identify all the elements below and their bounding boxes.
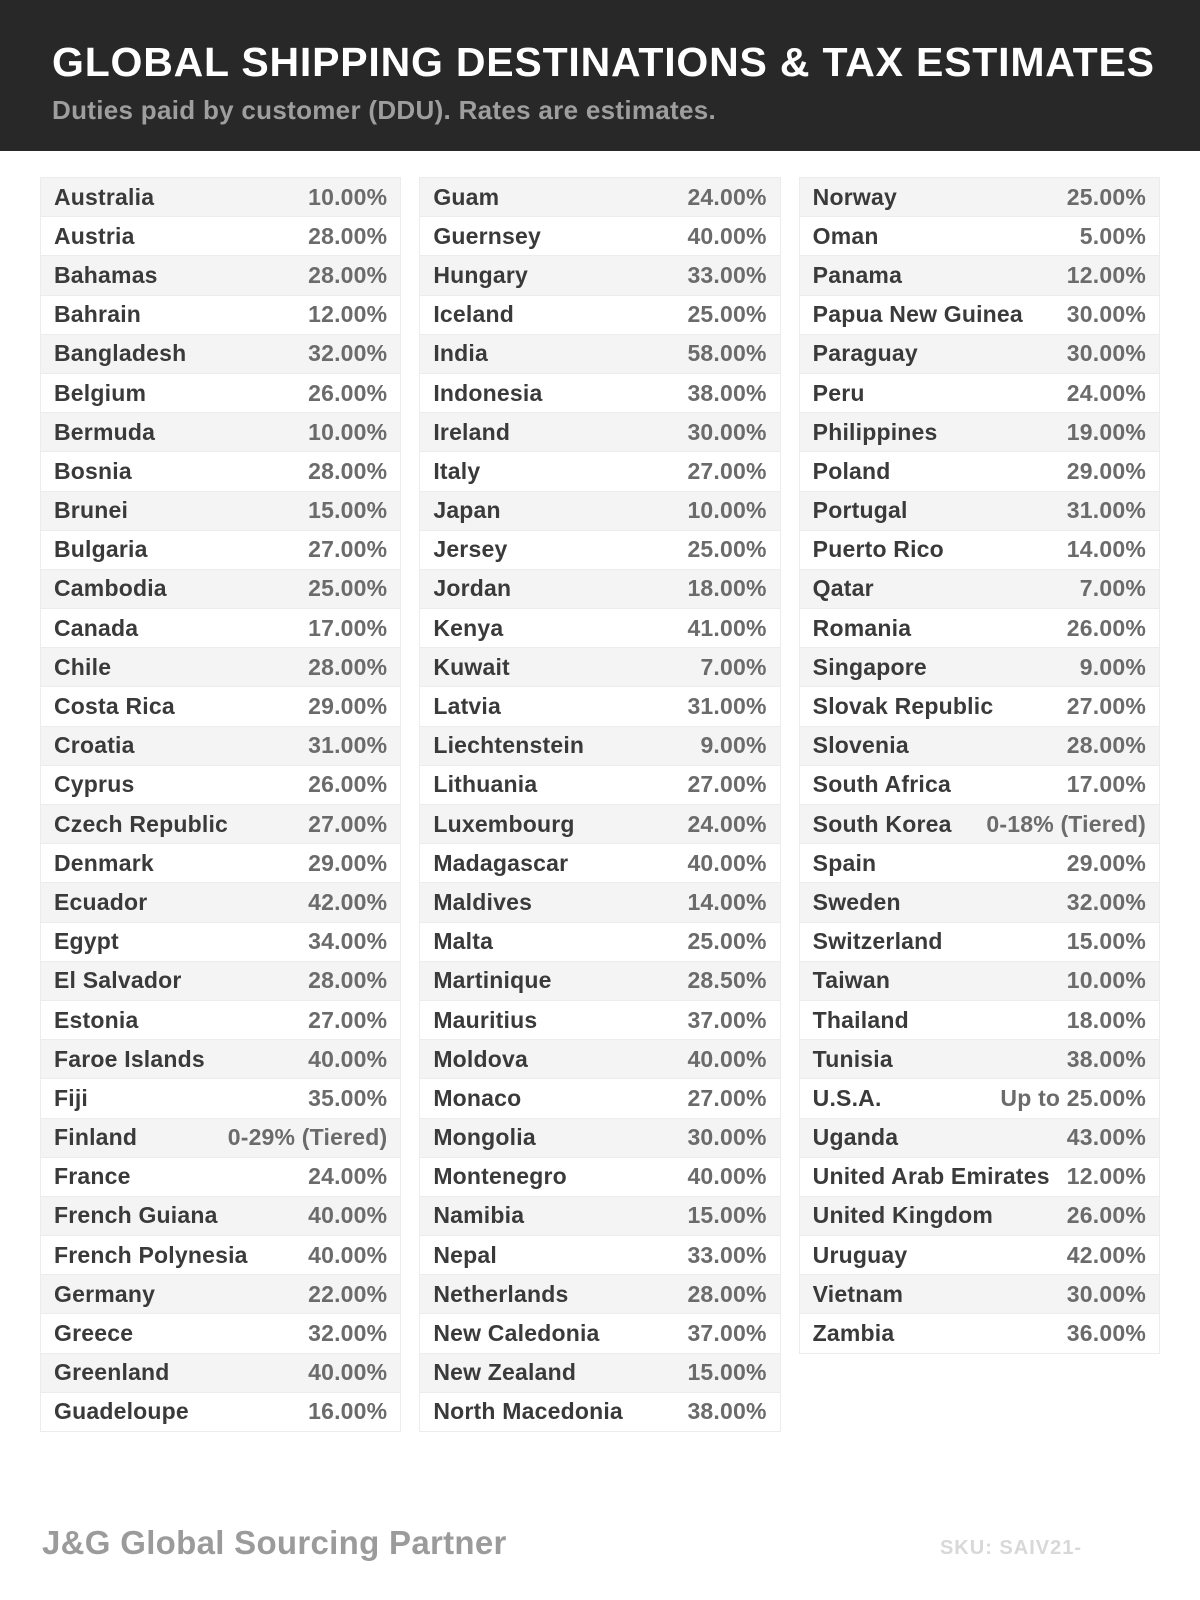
tax-rate: 41.00% [687, 614, 767, 641]
tax-rate: 24.00% [1066, 379, 1146, 406]
country-name: Bahrain [54, 301, 142, 328]
country-name: Malta [433, 928, 494, 955]
tax-rate: 40.00% [308, 1045, 388, 1072]
tax-rate: 37.00% [687, 1320, 767, 1347]
country-name: Oman [812, 222, 879, 249]
tax-rate: 31.00% [308, 732, 388, 759]
tax-rate: 30.00% [1066, 340, 1146, 367]
country-name: Kuwait [433, 653, 510, 680]
table-row [41, 687, 400, 726]
country-name: Thailand [812, 1006, 909, 1033]
country-name: Sweden [812, 888, 901, 915]
table-row [800, 492, 1159, 531]
table-row [420, 296, 779, 335]
table-row [420, 648, 779, 687]
tax-rate: 27.00% [687, 1084, 767, 1111]
country-name: Australia [54, 183, 155, 210]
country-name: Mongolia [433, 1124, 536, 1151]
country-name: Panama [812, 261, 903, 288]
country-name: Denmark [54, 849, 154, 876]
country-name: France [54, 1163, 131, 1190]
table-row [41, 1354, 400, 1393]
country-name: Estonia [54, 1006, 139, 1033]
tax-rate: 34.00% [308, 928, 388, 955]
table-row [420, 1158, 779, 1197]
table-row [420, 1001, 779, 1040]
table-row [800, 1158, 1159, 1197]
country-name: French Polynesia [54, 1241, 248, 1268]
tax-rate: 17.00% [308, 614, 388, 641]
table-row [420, 805, 779, 844]
table-row [41, 217, 400, 256]
country-name: Martinique [433, 967, 552, 994]
tax-rate: 0-18% (Tiered) [986, 810, 1146, 837]
tax-rate: 19.00% [1066, 418, 1146, 445]
country-name: Papua New Guinea [812, 301, 1023, 328]
country-name: Greece [54, 1320, 134, 1347]
tax-rate: 40.00% [687, 1045, 767, 1072]
tax-rate: 10.00% [1066, 967, 1146, 994]
tax-rate: 24.00% [687, 810, 767, 837]
country-name: Germany [54, 1280, 156, 1307]
tax-rate: 15.00% [308, 497, 388, 524]
tax-rate: 30.00% [1066, 1280, 1146, 1307]
tax-rate: 9.00% [1079, 653, 1146, 680]
tax-rate: 24.00% [687, 183, 767, 210]
country-name: Brunei [54, 497, 129, 524]
tax-rate: 26.00% [308, 771, 388, 798]
tax-rate: 17.00% [1066, 771, 1146, 798]
brand-name: J&G Global Sourcing Partner [42, 1524, 507, 1561]
table-row [41, 1314, 400, 1353]
country-name: Moldova [433, 1045, 529, 1072]
country-name: South Korea [812, 810, 952, 837]
table-row [800, 727, 1159, 766]
table-row [800, 1079, 1159, 1118]
tax-rate: 35.00% [308, 1084, 388, 1111]
country-name: Ecuador [54, 888, 148, 915]
tax-rate: 25.00% [308, 575, 388, 602]
table-row [800, 1119, 1159, 1158]
country-name: Portugal [812, 497, 908, 524]
tax-rate: 43.00% [1066, 1124, 1146, 1151]
country-name: Bulgaria [54, 536, 148, 563]
tax-rate: 10.00% [308, 418, 388, 445]
table-row [800, 452, 1159, 491]
tax-rate: 28.00% [308, 457, 388, 484]
tax-rate: 25.00% [687, 928, 767, 955]
tax-rate: 28.00% [308, 653, 388, 680]
country-name: Liechtenstein [433, 732, 585, 759]
tax-rate: 10.00% [687, 497, 767, 524]
country-name: Bosnia [54, 457, 132, 484]
table-row [420, 492, 779, 531]
table-row [800, 335, 1159, 374]
tax-rate: 37.00% [687, 1006, 767, 1033]
table-row [800, 1197, 1159, 1236]
country-name: India [433, 340, 488, 367]
tax-rate: 30.00% [687, 418, 767, 445]
country-name: Ireland [433, 418, 511, 445]
tax-rate: 28.50% [687, 967, 767, 994]
table-row [41, 1275, 400, 1314]
country-name: United Kingdom [812, 1202, 994, 1229]
country-name: Netherlands [433, 1280, 569, 1307]
table-row [420, 256, 779, 295]
tax-rate: 29.00% [1066, 457, 1146, 484]
tax-rate: 30.00% [1066, 301, 1146, 328]
tax-rate: 14.00% [1066, 536, 1146, 563]
table-row [420, 687, 779, 726]
country-name: Lithuania [433, 771, 538, 798]
tax-rate: 38.00% [687, 1398, 767, 1425]
table-row [41, 178, 400, 217]
table-row [800, 256, 1159, 295]
tax-rate: 31.00% [687, 693, 767, 720]
tax-rate: 15.00% [687, 1202, 767, 1229]
country-name: New Caledonia [433, 1320, 600, 1347]
tax-rate: 16.00% [308, 1398, 388, 1425]
country-name: United Arab Emirates [812, 1163, 1050, 1190]
tax-rate: 15.00% [1066, 928, 1146, 955]
tax-rate: 27.00% [308, 1006, 388, 1033]
table-row [41, 413, 400, 452]
country-name: Uganda [812, 1124, 899, 1151]
country-name: Mauritius [433, 1006, 538, 1033]
country-name: Madagascar [433, 849, 569, 876]
table-row [41, 1040, 400, 1079]
table-row [420, 374, 779, 413]
table-row [800, 609, 1159, 648]
tax-rate: 28.00% [308, 967, 388, 994]
tax-rate: 25.00% [1066, 183, 1146, 210]
tax-rate: 40.00% [308, 1202, 388, 1229]
table-row [800, 296, 1159, 335]
table-row [800, 805, 1159, 844]
country-name: Bangladesh [54, 340, 187, 367]
tax-rate: 32.00% [308, 340, 388, 367]
tax-rate: 9.00% [700, 732, 767, 759]
tax-rate: 5.00% [1079, 222, 1146, 249]
country-name: Iceland [433, 301, 514, 328]
table-row [420, 1393, 779, 1432]
table-row [41, 1236, 400, 1275]
table-row [41, 570, 400, 609]
rate-column-1 [40, 177, 401, 1432]
table-row [420, 962, 779, 1001]
tax-rate: 12.00% [1066, 1163, 1146, 1190]
tax-rate: 40.00% [308, 1241, 388, 1268]
sku-label: SKU: SAIV21- [939, 1537, 1082, 1559]
table-row [41, 883, 400, 922]
tax-rate: 25.00% [687, 301, 767, 328]
table-row [420, 1040, 779, 1079]
country-name: Uruguay [812, 1241, 908, 1268]
table-row [800, 217, 1159, 256]
tax-rate: 33.00% [687, 1241, 767, 1268]
table-row [800, 413, 1159, 452]
table-row [420, 766, 779, 805]
country-name: Taiwan [812, 967, 891, 994]
table-row [41, 335, 400, 374]
country-name: Italy [433, 457, 481, 484]
tax-rate: 27.00% [1066, 693, 1146, 720]
country-name: Slovak Republic [812, 693, 994, 720]
tax-rate: 29.00% [308, 849, 388, 876]
table-row [420, 1119, 779, 1158]
country-name: Luxembourg [433, 810, 575, 837]
country-name: Czech Republic [54, 810, 229, 837]
country-name: Greenland [54, 1359, 170, 1386]
tax-rate: 10.00% [308, 183, 388, 210]
tax-rate: 36.00% [1066, 1320, 1146, 1347]
country-name: New Zealand [433, 1359, 577, 1386]
shipping-rates-table [40, 177, 1160, 1432]
table-row [800, 1275, 1159, 1314]
tax-rate: 33.00% [687, 261, 767, 288]
country-name: Croatia [54, 732, 135, 759]
table-row [420, 413, 779, 452]
table-row [800, 1001, 1159, 1040]
table-row [420, 844, 779, 883]
tax-rate: 0-29% (Tiered) [227, 1124, 388, 1151]
tax-rate: 26.00% [308, 379, 388, 406]
table-row [800, 1236, 1159, 1275]
table-row [800, 923, 1159, 962]
country-name: Austria [54, 222, 135, 249]
table-row [41, 531, 400, 570]
table-row [420, 923, 779, 962]
country-name: Latvia [433, 693, 502, 720]
country-name: Jordan [433, 575, 512, 602]
table-row [800, 178, 1159, 217]
tax-rate: 29.00% [1066, 849, 1146, 876]
country-name: Finland [54, 1124, 138, 1151]
table-row [420, 1314, 779, 1353]
table-row [41, 256, 400, 295]
country-name: El Salvador [54, 967, 182, 994]
country-name: Canada [54, 614, 139, 641]
tax-rate: 26.00% [1066, 1202, 1146, 1229]
country-name: North Macedonia [433, 1398, 623, 1425]
country-name: Vietnam [812, 1280, 904, 1307]
tax-rate: 42.00% [1066, 1241, 1146, 1268]
table-row [800, 883, 1159, 922]
tax-rate: 28.00% [308, 222, 388, 249]
table-row [41, 296, 400, 335]
table-row [41, 452, 400, 491]
country-name: Maldives [433, 888, 533, 915]
rate-column-2 [419, 177, 780, 1432]
table-row [800, 1040, 1159, 1079]
table-row [800, 531, 1159, 570]
country-name: Puerto Rico [812, 536, 944, 563]
table-row [800, 766, 1159, 805]
tax-rate: 15.00% [687, 1359, 767, 1386]
country-name: Montenegro [433, 1163, 567, 1190]
table-row [41, 492, 400, 531]
country-name: Romania [812, 614, 912, 641]
tax-rate: 40.00% [687, 222, 767, 249]
country-name: U.S.A. [812, 1084, 882, 1111]
table-row [420, 531, 779, 570]
rate-column-3 [799, 177, 1160, 1354]
country-name: Guam [433, 183, 500, 210]
country-name: Cambodia [54, 575, 167, 602]
header-banner [0, 0, 1200, 151]
table-row [420, 727, 779, 766]
country-name: Indonesia [433, 379, 543, 406]
country-name: Jersey [433, 536, 508, 563]
country-name: Nepal [433, 1241, 497, 1268]
country-name: South Africa [812, 771, 951, 798]
table-row [420, 570, 779, 609]
table-row [41, 1079, 400, 1118]
tax-rate: 30.00% [687, 1124, 767, 1151]
tax-rate: 14.00% [687, 888, 767, 915]
table-row [41, 1119, 400, 1158]
table-row [800, 570, 1159, 609]
tax-rate: 28.00% [308, 261, 388, 288]
tax-rate: 22.00% [308, 1280, 388, 1307]
table-row [41, 962, 400, 1001]
tax-rate: 12.00% [308, 301, 388, 328]
country-name: Spain [812, 849, 877, 876]
country-name: Singapore [812, 653, 927, 680]
table-row [41, 766, 400, 805]
table-row [41, 1158, 400, 1197]
country-name: Hungary [433, 261, 529, 288]
tax-rate: 31.00% [1066, 497, 1146, 524]
tax-rate: 27.00% [308, 810, 388, 837]
country-name: Japan [433, 497, 501, 524]
tax-rate: 7.00% [700, 653, 767, 680]
tax-rate: 28.00% [1066, 732, 1146, 759]
country-name: Bermuda [54, 418, 156, 445]
table-row [41, 1393, 400, 1432]
country-name: Zambia [812, 1320, 895, 1347]
tax-rate: 38.00% [687, 379, 767, 406]
country-name: Paraguay [812, 340, 918, 367]
tax-rate: 18.00% [1066, 1006, 1146, 1033]
country-name: Philippines [812, 418, 938, 445]
tax-rate: 12.00% [1066, 261, 1146, 288]
country-name: Chile [54, 653, 112, 680]
tax-rate: 58.00% [687, 340, 767, 367]
tax-rate: 27.00% [687, 457, 767, 484]
country-name: Monaco [433, 1084, 522, 1111]
tax-rate: 27.00% [687, 771, 767, 798]
country-name: Faroe Islands [54, 1045, 205, 1072]
page-subtitle: Duties paid by customer (DDU). Rates are estimates. [52, 95, 717, 126]
table-row [420, 1079, 779, 1118]
country-name: Kenya [433, 614, 504, 641]
country-name: Guernsey [433, 222, 542, 249]
table-row [41, 609, 400, 648]
tax-rate: 40.00% [687, 849, 767, 876]
country-name: Qatar [812, 575, 874, 602]
tax-rate: 40.00% [687, 1163, 767, 1190]
tax-rate: 27.00% [308, 536, 388, 563]
table-row [420, 1197, 779, 1236]
table-row [41, 727, 400, 766]
country-name: Fiji [54, 1084, 89, 1111]
table-row [420, 883, 779, 922]
country-name: Namibia [433, 1202, 525, 1229]
table-row [420, 1354, 779, 1393]
country-name: Switzerland [812, 928, 943, 955]
country-name: Norway [812, 183, 897, 210]
table-row [420, 335, 779, 374]
country-name: French Guiana [54, 1202, 218, 1229]
tax-rate: 32.00% [308, 1320, 388, 1347]
table-row [800, 962, 1159, 1001]
tax-rate: 29.00% [308, 693, 388, 720]
country-name: Poland [812, 457, 891, 484]
tax-rate: 32.00% [1066, 888, 1146, 915]
table-row [800, 648, 1159, 687]
tax-rate: 42.00% [308, 888, 388, 915]
table-row [800, 374, 1159, 413]
table-row [420, 1236, 779, 1275]
country-name: Costa Rica [54, 693, 175, 720]
table-row [420, 609, 779, 648]
table-row [41, 1001, 400, 1040]
tax-rate: 25.00% [687, 536, 767, 563]
tax-rate: 26.00% [1066, 614, 1146, 641]
country-name: Slovenia [812, 732, 909, 759]
country-name: Guadeloupe [54, 1398, 189, 1425]
table-row [800, 687, 1159, 726]
table-row [420, 452, 779, 491]
tax-rate: 24.00% [308, 1163, 388, 1190]
country-name: Bahamas [54, 261, 158, 288]
table-row [800, 1314, 1159, 1353]
table-row [420, 178, 779, 217]
country-name: Peru [812, 379, 865, 406]
table-row [41, 374, 400, 413]
tax-rate: 40.00% [308, 1359, 388, 1386]
country-name: Cyprus [54, 771, 135, 798]
table-row [41, 844, 400, 883]
tax-rate: 7.00% [1079, 575, 1146, 602]
table-row [41, 923, 400, 962]
table-row [41, 1197, 400, 1236]
table-row [41, 805, 400, 844]
country-name: Belgium [54, 379, 147, 406]
page-title: GLOBAL SHIPPING DESTINATIONS & TAX ESTIMATES [52, 39, 1155, 85]
table-row [420, 1275, 779, 1314]
tax-rate: 38.00% [1066, 1045, 1146, 1072]
table-row [420, 217, 779, 256]
table-row [41, 648, 400, 687]
country-name: Tunisia [812, 1045, 893, 1072]
footer [0, 1524, 1200, 1562]
tax-rate: Up to 25.00% [1000, 1084, 1146, 1111]
tax-rate: 28.00% [687, 1280, 767, 1307]
country-name: Egypt [54, 928, 119, 955]
table-row [800, 844, 1159, 883]
tax-rate: 18.00% [687, 575, 767, 602]
